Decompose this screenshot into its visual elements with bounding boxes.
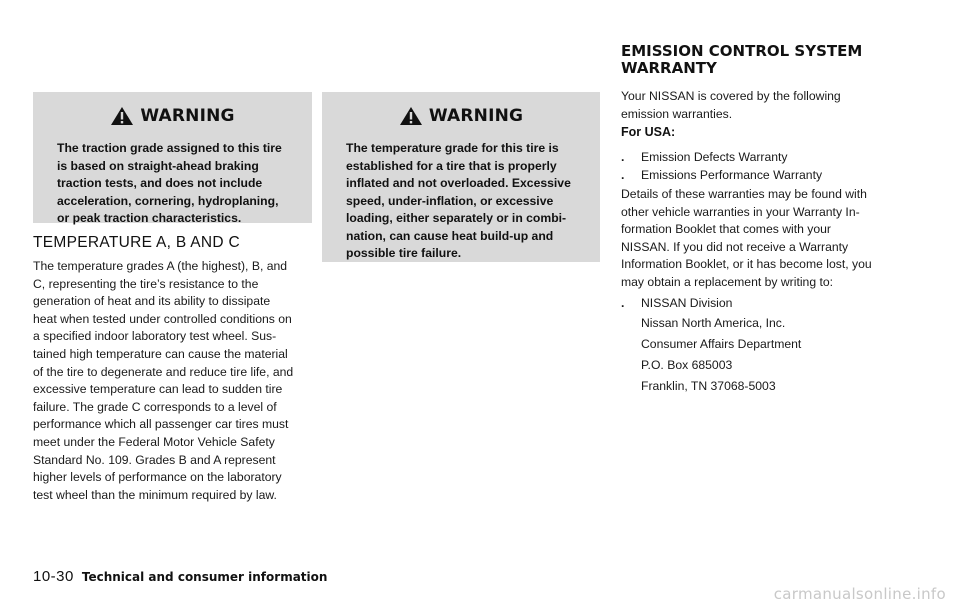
chapter-title: Technical and consumer information: [81, 570, 328, 584]
warning-box-temperature: [322, 92, 600, 262]
bullet-dot: .: [621, 296, 625, 310]
address-line: Consumer Affairs Department: [641, 337, 802, 351]
section-title-temperature: TEMPERATURE A, B AND C: [33, 234, 240, 251]
emission-warranty-heading: EMISSION CONTROL SYSTEM WARRANTY: [621, 42, 863, 77]
warning-triangle-icon: [399, 106, 423, 126]
bullet-dot: .: [621, 150, 625, 164]
temperature-body-text: The temperature grades A (the highest), B, and C, representing the tire’s resistance to the generation of heat and its ability to dissipate heat when tested under controlled conditions on a specified indoor laboratory test wheel. Sus- tained high temperature can cause the material of the tire to degenerate and reduce tire life, and excessive temperature can lead to sudden tire failure. The grade C corresponds to a level of performance which all passenger car tires must meet under the Federal Motor Vehicle Safety Standard No. 109. Grades B and A represent higher levels of performance on the laboratory test wheel than the minimum required by law.: [33, 259, 294, 502]
page-footer: [33, 568, 327, 585]
warning-box-traction: [33, 92, 312, 223]
manual-page: WARNING The traction grade assigned to this tire is based on straight-ahead braking traction tests, and does not include acceleration, cornering, hydroplaning, or peak traction characteristics. TEMPERATURE A, B AND C The temperature grades A (the highest), B, and C, representing the tire’s resistance to the generation of heat and its ability to dissipate heat when tested under controlled conditions on a specified indoor laboratory test wheel. Sus- tained high temperature can cause the material of the tire to degenerate and reduce tire life, and excessive temperature can lead to sudden tire failure. The grade C corresponds to a level of performance which all passenger car tires must meet under the Federal Motor Vehicle Safety Standard No. 109. Grades B and A represent higher levels of performance on the laboratory test wheel than the minimum required by law. WARNING The temperature grade for this tire is established for a tire that is properly inflated and not overloaded. Excessive speed, under-inflation, or excessive loading, either separately or in combi- nation, can cause heat build-up and possible tire failure. EMISSION CONTROL SYSTEM WARRANTY Your NISSAN is covered by the following emission warranties. For USA: . Emission Defects Warranty . Emissions Performance Warranty Details of these warranties may be found with other vehicle warranties in your Warranty In- formation Booklet that comes with your NISSAN. If you did not receive a Warranty Information Booklet, or it has become lost, you may obtain a replacement by writing to: . NISSAN Division Nissan North America, Inc. Consumer Affairs Department P.O. Box 685003 Franklin, TN 37068-5003 10-30 Technical and consumer information carmanualsonline.info: [33, 42, 946, 603]
watermark: carmanualsonline.info: [773, 585, 946, 603]
warning-header: [322, 106, 600, 126]
emission-intro-text: Your NISSAN is covered by the following emission warranties.: [621, 89, 841, 121]
address-line: Franklin, TN 37068-5003: [641, 379, 776, 393]
warning-header: [33, 106, 312, 126]
bullet-dot: .: [621, 168, 625, 182]
warning-triangle-icon: [110, 106, 134, 126]
warranty-details-text: Details of these warranties may be found with other vehicle warranties in your Warranty In- formation Booklet that comes with your NISSAN. If you did not receive a Warranty Information Booklet, or it has become lost, you may obtain a replacement by writing to:: [621, 187, 872, 289]
warning-title: WARNING: [140, 106, 235, 126]
warning-text: The traction grade assigned to this tire is based on straight-ahead braking traction tests, and does not include acceleration, cornering, hydroplaning, or peak traction characteristics.: [57, 141, 282, 225]
warning-title: WARNING: [428, 106, 524, 126]
warning-text: The temperature grade for this tire is established for a tire that is properly inflated and not overloaded. Excessive speed, under-inflation, or excessive loading, either separately or in combi- nation, can cause heat build-up and possible tire failure.: [346, 141, 571, 260]
address-line: P.O. Box 685003: [641, 358, 733, 372]
page-number: 10-30: [33, 568, 74, 585]
for-usa-subheading: For USA:: [621, 125, 676, 139]
address-line: Nissan North America, Inc.: [641, 316, 786, 330]
